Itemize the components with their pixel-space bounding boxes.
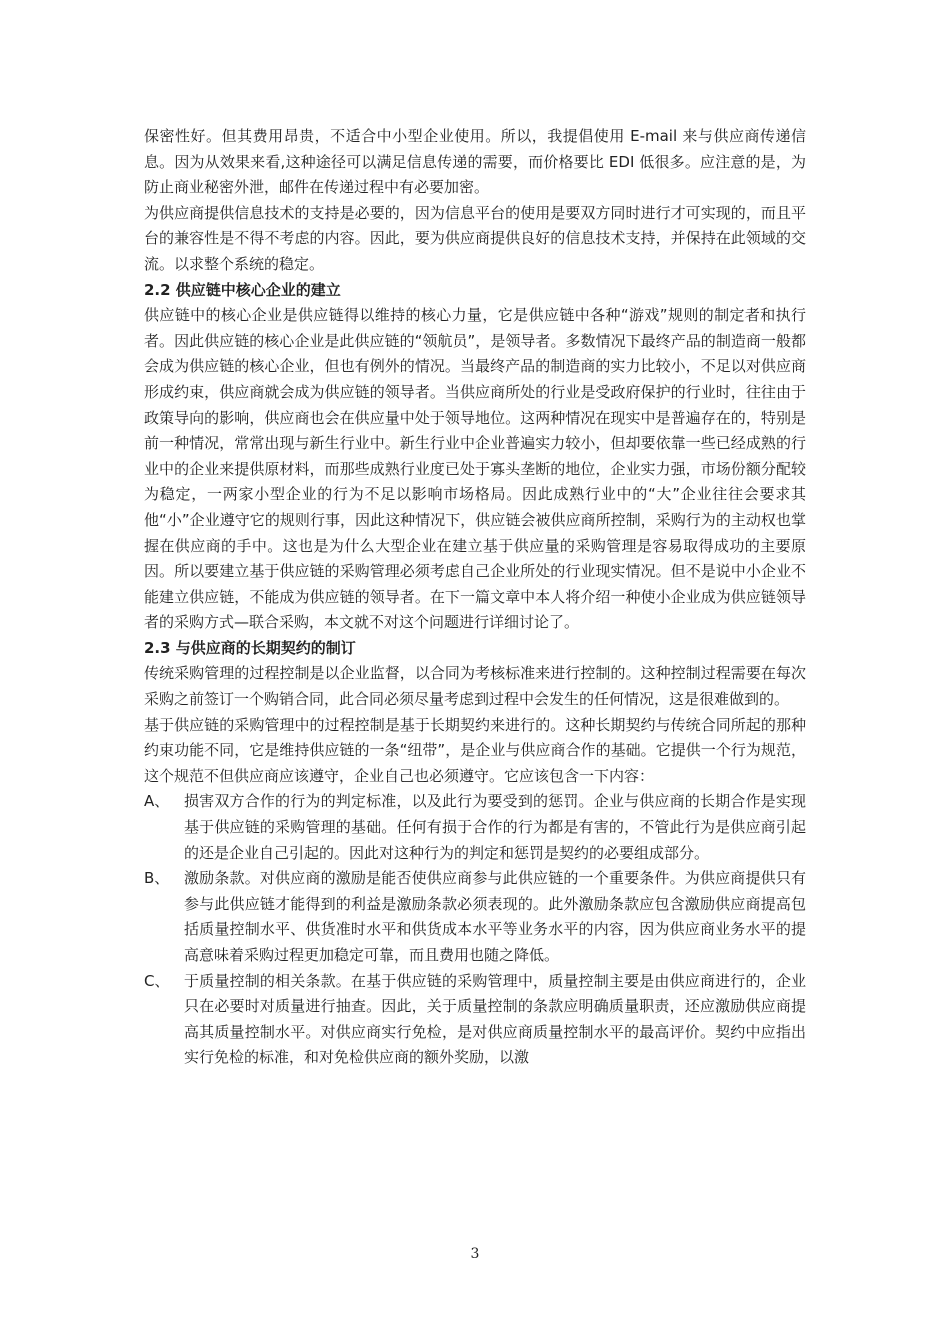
list-marker: C、 <box>144 971 170 990</box>
list-item <box>144 866 806 968</box>
page-number: 3 <box>470 1246 480 1262</box>
paragraph: 保密性好。但其费用昂贵，不适合中小型企业使用。所以，我提倡使用 E-mail 来与供应商传递信息。因为从效果来看,这种途径可以满足信息传递的需要，而价格要比 EDI 低很多。应注意的是，为防止商业秘密外泄，邮件在传递过程中有必要加密。 <box>144 127 806 197</box>
section-heading: 2.2 供应链中核心企业的建立 <box>144 280 341 299</box>
list-item-text: 激励条款。对供应商的激励是能否使供应商参与此供应链的一个重要条件。为供应商提供只有参与此供应链才能得到的利益是激励条款必须表现的。此外激励条款应包含激励供应商提高包括质量控制水平、供货准时水平和供货成本水平等业务水平的内容，因为供应商业务水平的提高意味着采购过程更加稳定可靠，而且费用也随之降低。 <box>184 869 806 964</box>
paragraph: 基于供应链的采购管理中的过程控制是基于长期契约来进行的。这种长期契约与传统合同所起的那种约束功能不同，它是维持供应链的一条“纽带”，是企业与供应商合作的基础。它提供一个行为规范，这个规范不但供应商应该遵守，企业自己也必须遵守。它应该包含一下内容： <box>144 715 806 785</box>
list-item <box>144 969 806 1071</box>
paragraph: 供应链中的核心企业是供应链得以维持的核心力量，它是供应链中各种“游戏”规则的制定者和执行者。因此供应链的核心企业是此供应链的“领航员”，是领导者。多数情况下最终产品的制造商一般都会成为供应链的核心企业，但也有例外的情况。当最终产品的制造商的实力比较小，不足以对供应商形成约束，供应商就会成为供应链的领导者。当供应商所处的行业是受政府保护的行业时，往往由于政策导向的影响，供应商也会在供应量中处于领导地位。这两种情况在现实中是普遍存在的，特别是前一种情况，常常出现与新生行业中。新生行业中企业普遍实力较小，但却要依靠一些已经成熟的行业中的企业来提供原材料，而那些成熟行业度已处于寡头垄断的地位，企业实力强，市场份额分配较为稳定，一两家小型企业的行为不足以影响市场格局。因此成熟行业中的“大”企业往往会要求其他“小”企业遵守它的规则行事，因此这种情况下，供应链会被供应商所控制，采购行为的主动权也掌握在供应商的手中。这也是为什么大型企业在建立基于供应量的采购管理是容易取得成功的主要原因。所以要建立基于供应链的采购管理必须考虑自己企业所处的行业现实情况。但不是说中小企业不能建立供应链，不能成为供应链的领导者。在下一篇文章中本人将介绍一种使小企业成为供应链领导者的采购方式—联合采购，本文就不对这个问题进行详细讨论了。 <box>144 306 806 632</box>
list-item-text: 于质量控制的相关条款。在基于供应链的采购管理中，质量控制主要是由供应商进行的，企业只在必要时对质量进行抽查。因此，关于质量控制的条款应明确质量职责，还应激励供应商提高其质量控制水平。对供应商实行免检，是对供应商质量控制水平的最高评价。契约中应指出实行免检的标准，和对免检供应商的额外奖励，以激 <box>184 971 806 1067</box>
paragraph: 传统采购管理的过程控制是以企业监督，以合同为考核标准来进行控制的。这种控制过程需要在每次采购之前签订一个购销合同，此合同必须尽量考虑到过程中会发生的任何情况，这是很难做到的。 <box>144 664 806 709</box>
list-marker: A、 <box>144 792 170 811</box>
list-marker: B、 <box>144 869 170 888</box>
list-item-text: 损害双方合作的行为的判定标准，以及此行为要受到的惩罚。企业与供应商的长期合作是实现基于供应链的采购管理的基础。任何有损于合作的行为都是有害的，不管此行为是供应商引起的还是企业自己引起的。因此对这种行为的判定和惩罚是契约的必要组成部分。 <box>184 792 806 862</box>
document-page <box>144 124 806 1071</box>
section-heading: 2.3 与供应商的长期契约的制订 <box>144 638 356 657</box>
list-item <box>144 789 806 866</box>
paragraph: 为供应商提供信息技术的支持是必要的，因为信息平台的使用是要双方同时进行才可实现的，而且平台的兼容性是不得不考虑的内容。因此，要为供应商提供良好的信息技术支持，并保持在此领域的交流。以求整个系统的稳定。 <box>144 203 806 273</box>
